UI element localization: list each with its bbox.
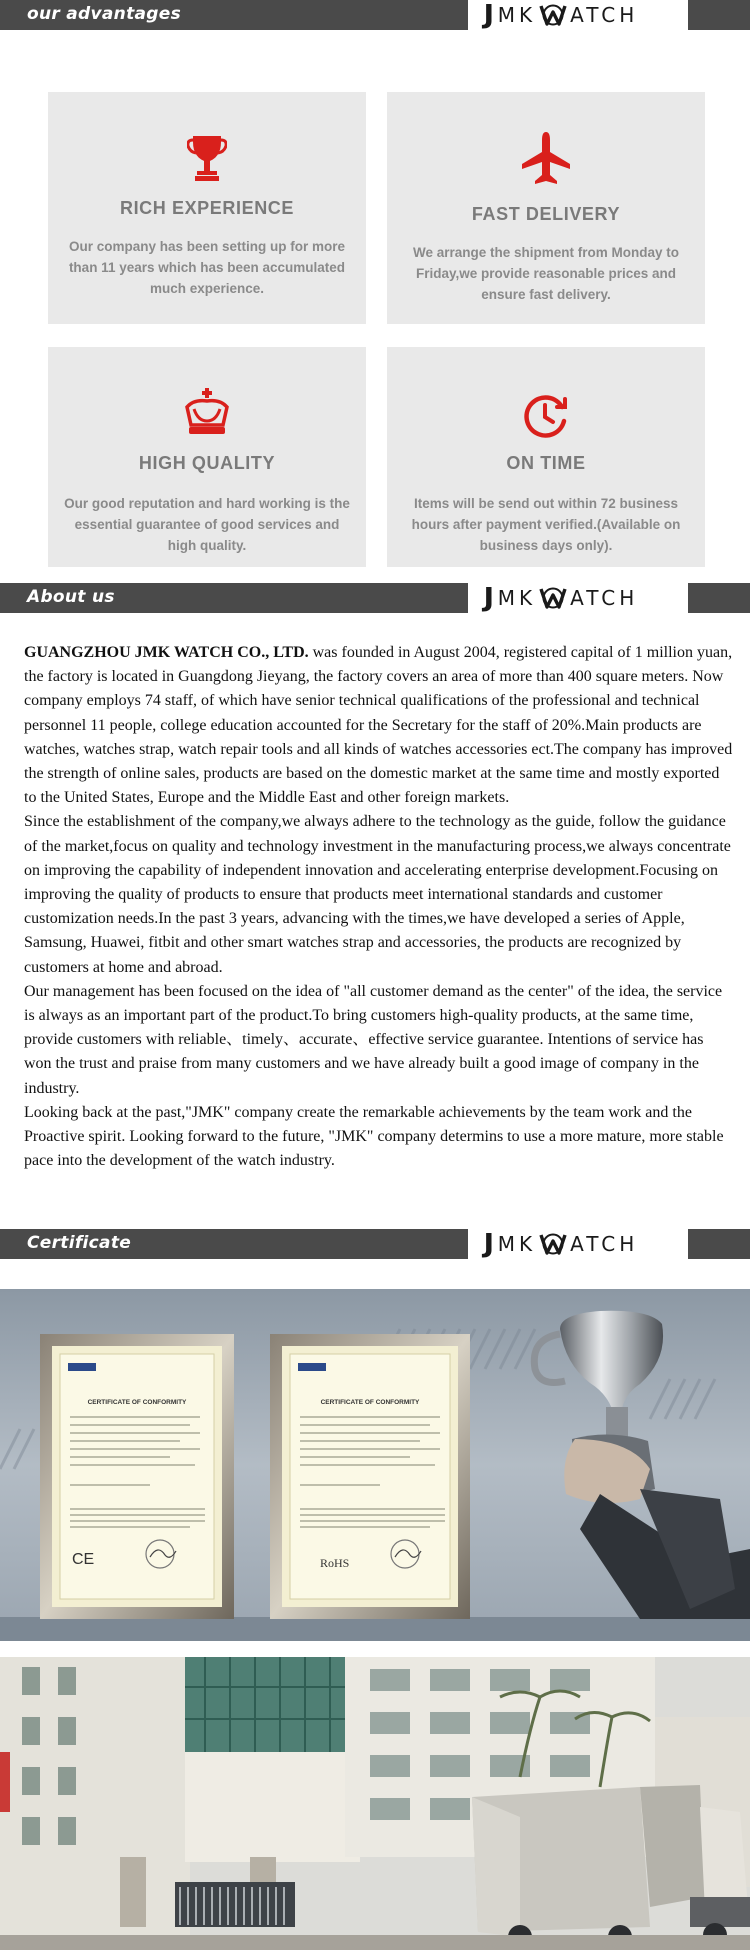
card-title: FAST DELIVERY — [471, 204, 621, 224]
section-title: About us — [27, 587, 115, 607]
jmk-watch-logo: J MK ATCH — [483, 583, 639, 613]
about-text — [24, 641, 734, 1173]
card-title: ON TIME — [506, 453, 586, 473]
section-bar-about — [0, 583, 750, 613]
card-description: Our good reputation and hard working is the essential guarantee of good services and high quality. — [64, 496, 350, 553]
about-paragraph: Our management has been focused on the idea of "all customer demand as the center" of the idea, the service is always as an important part of the product.To bring customers high-quality products, at the same time, provide customers with reliable、timely、accurate、effective service guarantee. Intentions of service has won the trust and praise from many customers and we have already built a good image of company in the industry. — [24, 982, 723, 1097]
advantage-card-rich-experience — [48, 92, 366, 324]
certificate-image — [0, 1289, 750, 1641]
watch-logo-icon — [539, 1232, 567, 1256]
svg-text:CE: CE — [72, 1551, 95, 1568]
trophy-icon — [187, 132, 227, 184]
section-title: Certificate — [27, 1233, 132, 1253]
card-title: RICH EXPERIENCE — [119, 198, 295, 218]
section-bar-advantages — [0, 0, 750, 30]
section-title: our advantages — [27, 4, 181, 24]
advantage-card-fast-delivery — [387, 92, 705, 324]
about-paragraph: Looking back at the past,"JMK" company create the remarkable achievements by the team work and the Proactive spirit. Looking forward to the future, "JMK" company determins to use a more mature, more stable pace into the development of the watch industry. — [24, 1103, 724, 1170]
company-name: GUANGZHOU JMK WATCH CO., LTD. — [24, 644, 309, 661]
advantage-card-on-time — [387, 347, 705, 567]
card-description: We arrange the shipment from Monday to Friday,we provide reasonable prices and ensure fast delivery. — [412, 245, 680, 302]
svg-text:CERTIFICATE OF CONFORMITY: CERTIFICATE OF CONFORMITY — [320, 1399, 420, 1406]
crown-icon — [182, 387, 232, 437]
svg-text:RoHS: RoHS — [320, 1556, 350, 1570]
about-paragraph: GUANGZHOU JMK WATCH CO., LTD. was founded in August 2004, registered capital of 1 million yuan, the factory is located in Guangdong Jieyang, the factory covers an area of more than 400 square meters. Now company employs 74 staff, of which have senior technical qualifications of the professional and technical personnel 11 people, college education accounted for the Secretary for the staff of 20%.Main products are watches, watches strap, watch repair tools and all kinds of watches accessories ect.The company has improved the strength of online sales, products are based on the domestic market at the same time and mostly exported to the United States, Europe and the Middle East and other foreign markets. — [24, 644, 733, 807]
watch-logo-icon — [539, 3, 567, 27]
card-title: HIGH QUALITY — [138, 453, 276, 473]
factory-image — [0, 1657, 750, 1950]
section-bar-certificate — [0, 1229, 750, 1259]
watch-logo-icon — [539, 586, 567, 610]
jmk-watch-logo: J MK ATCH — [483, 1229, 639, 1259]
clock-icon — [521, 393, 571, 439]
airplane-icon — [520, 130, 572, 186]
jmk-watch-logo: J MK ATCH — [483, 0, 639, 30]
about-paragraph: Since the establishment of the company,we always adhere to the technology as the guide, follow the guidance of the market,focus on quality and technology investment in the manufacturing process,we always concentrate on improving the capability of independent innovation and accelerating enterprise development.Focusing on improving the quality of products to ensure that products meet international standards and customer customization needs.In the past 3 years, advancing with the times,we have developed a series of Apple, Samsung, Huawei, fitbit and other smart watches strap and accessories, the products are recognized by customers at home and abroad. — [24, 813, 731, 976]
card-description: Items will be send out within 72 business hours after payment verified.(Available on business days only). — [411, 496, 681, 553]
svg-text:CERTIFICATE OF CONFORMITY: CERTIFICATE OF CONFORMITY — [87, 1399, 187, 1406]
advantage-card-high-quality — [48, 347, 366, 567]
card-description: Our company has been setting up for more than 11 years which has been accumulated much experience. — [68, 239, 346, 296]
